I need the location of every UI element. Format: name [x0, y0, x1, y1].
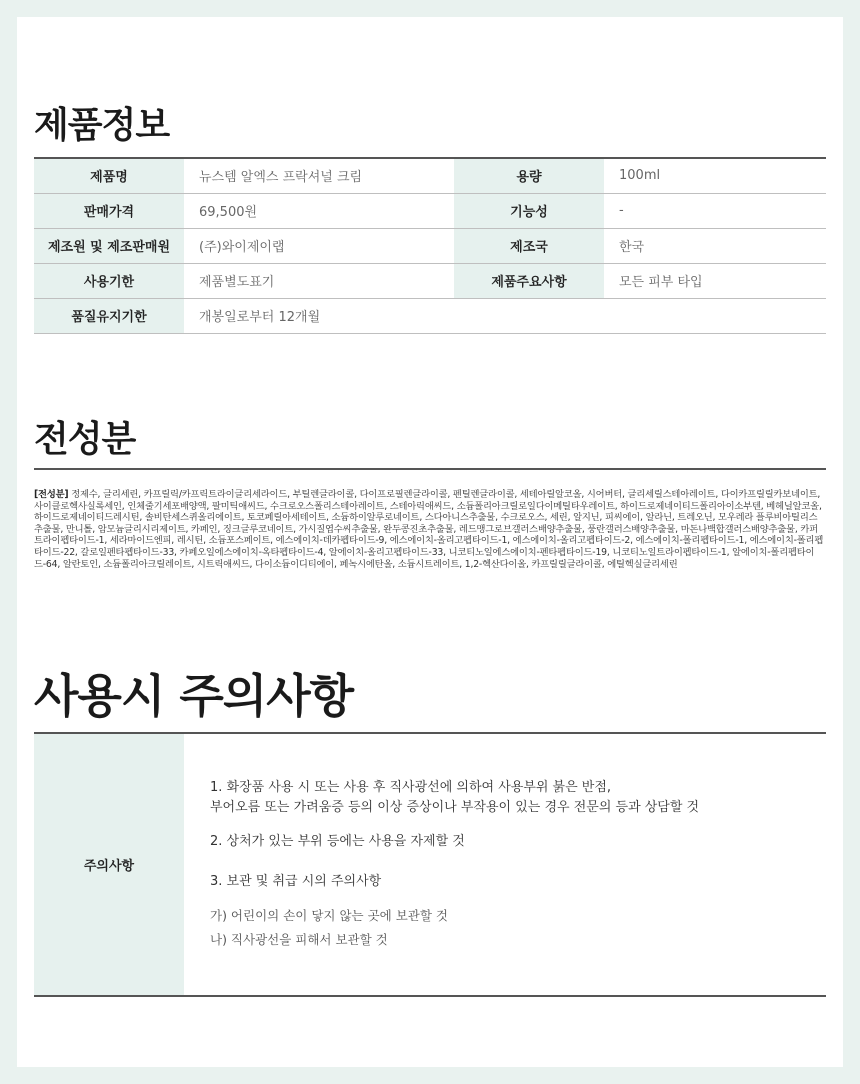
caution-sub-item-2: 나) 직사광선을 피해서 보관할 것	[210, 932, 388, 947]
caution-content	[184, 734, 826, 995]
caution-item-1	[210, 778, 826, 818]
table-row	[34, 263, 826, 298]
product-info-table	[34, 157, 826, 334]
row-label: 사용기한	[34, 263, 184, 298]
row-value: 뉴스템 알엑스 프락셔널 크림	[184, 158, 454, 193]
row-value: 개봉일로부터 12개월	[184, 298, 454, 333]
row-label: 용량	[454, 158, 604, 193]
caution-item-3: 3. 보관 및 취급 시의 주의사항	[210, 874, 382, 889]
caution-table	[34, 732, 826, 997]
row-label: 품질유지기한	[34, 298, 184, 333]
ingredients-prefix: [전성분]	[34, 489, 69, 500]
row-value: -	[604, 193, 826, 228]
row-value: (주)와이제이랩	[184, 228, 454, 263]
row-label: 제조원 및 제조판매원	[34, 228, 184, 263]
row-label: 기능성	[454, 193, 604, 228]
row-value: 제품별도표기	[184, 263, 454, 298]
row-empty	[604, 298, 826, 333]
caution-item-1-line-2: 부어오름 또는 가려움증 등의 이상 증상이나 부작용이 있는 경우 전문의 등과 상담할 것	[210, 800, 700, 815]
page	[17, 17, 843, 1067]
ingredients-list: 정제수, 글리세린, 카프릴릭/카프릭트라이글리세라이드, 부틸렌글라이콜, 다이프로필렌글라이콜, 펜틸렌글라이콜, 세테아릴알코올, 시어버터, 글리세릴스테아레이트, 다이카프릴릴카보네이트, 사이클로헥사실록세인, 인체줄기세포배양액, 팔미틱애씨드, 수크로오스폴리스테아레이트, 스테아릭애씨드, 소듐폴리아크릴로일다이메틸타우레이트, 하이드로제네이티드폴리아이소부텐, 베헤닐알코올, 하이드로제네이티드레시틴, 솔비탄세스퀴올리에이트, 토코페릴아세테이트, 소듐하이알루로네이트, 스다아니스추출물, 수크로오스, 세린, 알지닌, 피씨에이, 알라닌, 트레오닌, 모우레라 플루비아틸리스추출물, 만니톨, 암모늄글리시리제이트, 카페인, 징크글루코네이트, 가시질엽수씨추출물, 완두콩진초추출물, 레드맹그로브갤러스배양추출물, 풍란갤러스배양추출물, 마돈나백합갤러스배양추출물, 카퍼트라이펩타이드-1, 세라마이드엔피, 레시틴, 소듐포스페이트, 에스에이치-데카펩타이드-9, 에스에이치-올리고펩타이드-1, 에스에이치-올리고펩타이드-2, 에스에이치-폴리펩타이드-1, 에스에이치-폴리펩타이드-22, 갈로일펜타펩타이드-33, 카페오일에스에이치-옥타펩타이드-4, 알에이치-올리고펩타이드-33, 니코티노일에스에이치-펜타펩타이드-19, 니코티노일트라이펩타이드-1, 알에이치-폴리펩타이드-64, 알란토인, 소듐폴리아크릴레이트, 시트릭애씨드, 다이소듐이디티에이, 페녹시에탄올, 소듐시트레이트, 1,2-헥산다이올, 카프릴릴글라이콜, 에틸헥실글리세린	[34, 489, 824, 570]
divider	[34, 468, 826, 470]
table-row	[34, 193, 826, 228]
table-row	[34, 158, 826, 193]
row-value: 한국	[604, 228, 826, 263]
row-label: 제품주요사항	[454, 263, 604, 298]
row-label: 판매가격	[34, 193, 184, 228]
table-row	[34, 298, 826, 333]
product-info-title: 제품정보	[34, 105, 170, 146]
ingredients-text	[34, 489, 826, 570]
caution-sub-item-1: 가) 어린이의 손이 닿지 않는 곳에 보관할 것	[210, 908, 448, 923]
row-value: 69,500원	[184, 193, 454, 228]
caution-title: 사용시 주의사항	[34, 669, 354, 723]
table-row	[34, 228, 826, 263]
caution-item-1-line-1: 1. 화장품 사용 시 또는 사용 후 직사광선에 의하여 사용부위 붉은 반점,	[210, 780, 612, 795]
row-value: 100ml	[604, 158, 826, 193]
ingredients-title: 전성분	[34, 419, 136, 460]
row-value: 모든 피부 타입	[604, 263, 826, 298]
row-label: 제품명	[34, 158, 184, 193]
caution-item-2: 2. 상처가 있는 부위 등에는 사용을 자제할 것	[210, 834, 465, 849]
row-empty	[454, 298, 604, 333]
caution-label: 주의사항	[34, 734, 184, 995]
row-label: 제조국	[454, 228, 604, 263]
